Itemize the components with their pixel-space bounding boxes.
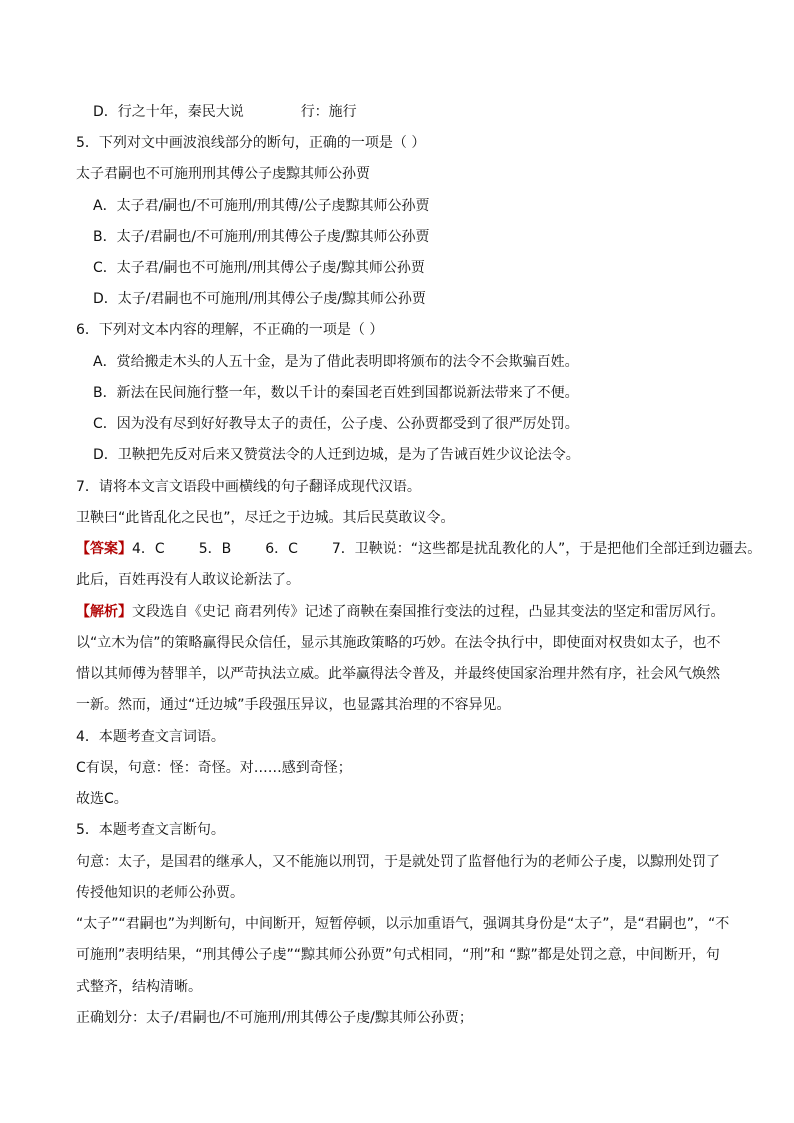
q5-stem: 5．下列对文中画波浪线部分的断句，正确的一项是（ ） (76, 135, 426, 151)
section-4-line-2: 故选C。 (76, 791, 128, 807)
answer-5: 5．B (198, 541, 232, 557)
q5-option-d: D．太子/君嗣也不可施刑/刑其傅公子虔/黥其师公孙贾 (93, 291, 426, 307)
q7-stem: 7．请将本文言文语段中画横线的句子翻译成现代汉语。 (76, 479, 421, 495)
analysis-p3: 惜以其师傅为替罪羊，以严苛执法立威。此举赢得法令普及，并最终使国家治理井然有序，社会风气焕然 (76, 666, 720, 682)
q4-option-d-note: 行：施行 (300, 104, 357, 120)
analysis-tag: 【解析】 (76, 604, 132, 620)
section-5-line-2: 传授他知识的老师公孙贾。 (76, 885, 244, 901)
section-5-line-3: “太子”“君嗣也”为判断句，中间断开，短暂停顿，以示加重语气，强调其身份是“太子”，是“君嗣也”，“不 (76, 916, 730, 932)
analysis-p4: 一新。然而，通过“迁边城”手段强压异议，也显露其治理的不容异见。 (76, 697, 511, 713)
section-5-line-5: 式整齐，结构清晰。 (76, 979, 202, 995)
q6-option-d: D．卫鞅把先反对后来又赞赏法令的人迁到边城，是为了告诫百姓少议论法令。 (93, 447, 580, 463)
q5-option-b: B．太子/君嗣也/不可施刑/刑其傅公子虔/黥其师公孙贾 (93, 229, 430, 245)
section-5-line-6: 正确划分：太子/君嗣也/不可施刑/刑其傅公子虔/黥其师公孙贾； (76, 1010, 473, 1026)
q5-option-a: A．太子君/嗣也/不可施刑/刑其傅/公子虔黥其师公孙贾 (93, 198, 430, 214)
q6-option-a: A．赏给搬走木头的人五十金，是为了借此表明即将颁布的法令不会欺骗百姓。 (93, 354, 579, 370)
answer-line (76, 539, 761, 559)
answer-6: 6．C (265, 541, 298, 557)
answer-tag: 【答案】 (76, 541, 132, 557)
section-5-title: 5．本题考查文言断句。 (76, 822, 225, 838)
analysis-p1-line (76, 602, 724, 622)
answer-7: 7．卫鞅说：“这些都是扰乱教化的人”，于是把他们全部迁到边疆去。 (331, 541, 762, 557)
q6-stem: 6．下列对文本内容的理解，不正确的一项是（ ） (76, 322, 384, 338)
section-5-line-1: 句意：太子，是国君的继承人，又不能施以刑罚，于是就处罚了监督他行为的老师公子虔，以黥刑处罚了 (76, 854, 720, 870)
section-4-title: 4．本题考查文言词语。 (76, 729, 225, 745)
q7-text: 卫鞅曰“此皆乱化之民也”，尽迁之于边城。其后民莫敢议令。 (76, 510, 455, 526)
q6-option-b: B．新法在民间施行整一年，数以千计的秦国老百姓到国都说新法带来了不便。 (93, 385, 579, 401)
section-5-line-4: 可施刑”表明结果，“刑其傅公子虔”“黥其师公孙贾”句式相同，“刑”和 “黥”都是处罚之意，中间断开，句 (76, 947, 720, 963)
answer-4: 4．C (132, 541, 165, 557)
q4-option-d (93, 102, 357, 122)
answer-7-continued: 此后，百姓再没有人敢议论新法了。 (76, 572, 300, 588)
q5-option-c: C．太子君/嗣也不可施刑/刑其傅公子虔/黥其师公孙贾 (93, 260, 425, 276)
analysis-p2: 以“立木为信”的策略赢得民众信任，显示其施政策略的巧妙。在法令执行中，即使面对权贵如太子，也不 (76, 635, 721, 651)
q4-option-d-text: D．行之十年，秦民大说 (93, 104, 244, 120)
analysis-p1: 文段选自《史记 商君列传》记述了商鞅在秦国推行变法的过程，凸显其变法的坚定和雷厉风行。 (132, 604, 725, 620)
section-4-line-1: C有误，句意：怪：奇怪。对……感到奇怪； (76, 760, 352, 776)
q6-option-c: C．因为没有尽到好好教导太子的责任，公子虔、公孙贾都受到了很严厉处罚。 (93, 416, 579, 432)
q5-text: 太子君嗣也不可施刑刑其傅公子虔黥其师公孙贾 (76, 166, 370, 182)
